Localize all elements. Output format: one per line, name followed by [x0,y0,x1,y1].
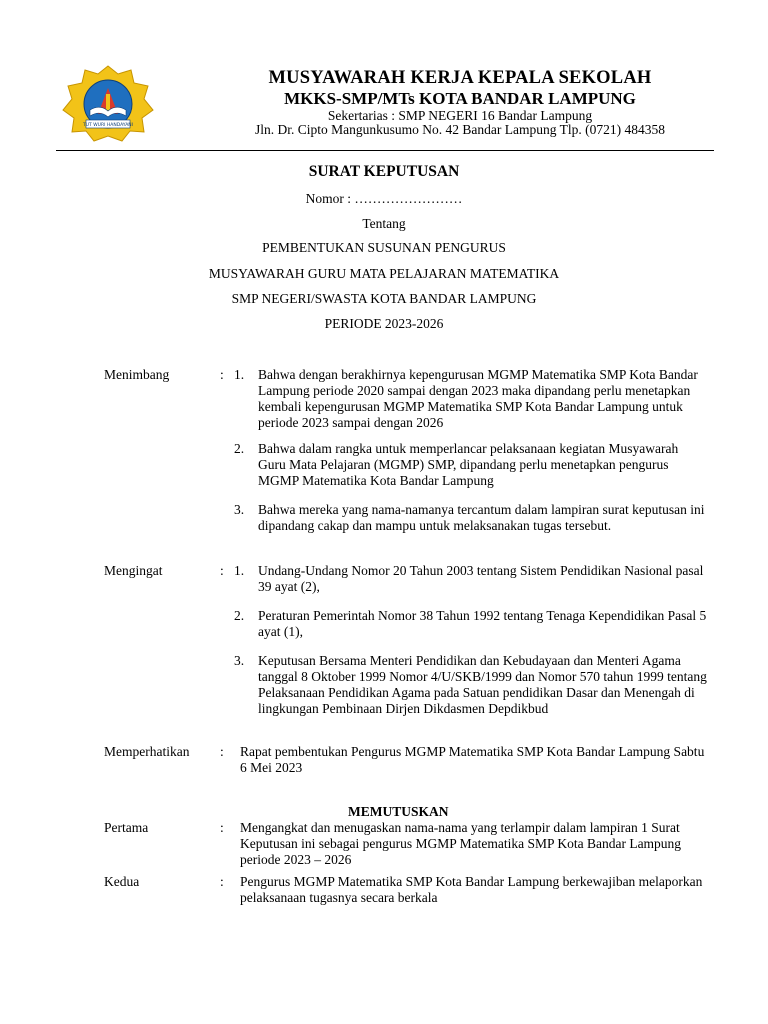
list-number: 2. [234,608,245,623]
decision-heading: MEMUTUSKAN [348,804,449,819]
document-period: PERIODE 2023-2026 [324,316,444,331]
document-number: Nomor : …………………… [305,191,463,206]
menimbang-item: Bahwa dalam rangka untuk memperlancar pelaksanaan kegiatan Musyawarah Guru Mata Pelajaran (MGMP) SMP, dipandang perlu menetapkan pengurus MGMP Matematika Kota Bandar Lampung [258,441,679,488]
svg-text:TUT WURI HANDAYANI: TUT WURI HANDAYANI [83,123,133,128]
menimbang-label: Menimbang [104,367,170,382]
mengingat-label: Mengingat [104,563,163,578]
list-number: 3. [234,653,245,668]
document-subject-line: SMP NEGERI/SWASTA KOTA BANDAR LAMPUNG [231,291,537,306]
document-subject-line: PEMBENTUKAN SUSUNAN PENGURUS [262,240,506,255]
org-subtitle: MKKS-SMP/MTs KOTA BANDAR LAMPUNG [284,89,636,108]
document-about-label: Tentang [362,216,406,231]
list-number: 1. [234,367,245,382]
document-title: SURAT KEPUTUSAN [308,163,460,180]
list-number: 2. [234,441,245,456]
list-number: 1. [234,563,245,578]
kedua-text: Pengurus MGMP Matematika SMP Kota Bandar Lampung berkewajiban melaporkan pelaksanaan tugasnya secara berkala [240,874,703,905]
org-title: MUSYAWARAH KERJA KEPALA SEKOLAH [268,68,652,88]
mengingat-item: Peraturan Pemerintah Nomor 38 Tahun 1992 tentang Tenaga Kependidikan Pasal 5 ayat (1), [258,608,707,639]
pertama-label: Pertama [104,820,149,835]
kedua-label: Kedua [104,874,140,889]
mengingat-item: Keputusan Bersama Menteri Pendidikan dan Kebudayaan dan Menteri Agama tanggal 8 Oktober 1999 Nomor 4/U/SKB/1999 dan Nomor 570 tahun 1999 tentang Pelaksanaan Pendidikan Agama pada Satuan pendidikan Dasar dan Menengah di lingkungan Pembinaan Dirjen Dikdasmen Depdikbud [258,653,707,716]
pertama-text: Mengangkat dan menugaskan nama-nama yang terlampir dalam lampiran 1 Surat Keputusan ini sebagai pengurus MGMP Matematika SMP Kota Bandar Lampung periode 2023 – 2026 [240,820,682,867]
header-divider [56,150,714,151]
mengingat-item: Undang-Undang Nomor 20 Tahun 2003 tentang Sistem Pendidikan Nasional pasal 39 ayat (2), [258,563,704,594]
tut-wuri-handayani-logo [60,64,156,142]
org-address: Jln. Dr. Cipto Mangunkusumo No. 42 Bandar Lampung Tlp. (0721) 484358 [255,122,665,137]
document-subject-line: MUSYAWARAH GURU MATA PELAJARAN MATEMATIKA [208,266,560,281]
section-colon: : [220,744,224,759]
section-colon: : [220,820,224,835]
list-number: 3. [234,502,245,517]
menimbang-item: Bahwa mereka yang nama-namanya tercantum dalam lampiran surat keputusan ini dipandang cakap dan mampu untuk melaksanakan tugas tersebut. [258,502,705,533]
org-secretariat: Sekertarias : SMP NEGERI 16 Bandar Lampung [327,108,593,123]
memperhatikan-label: Memperhatikan [104,744,190,759]
section-colon: : [220,367,224,382]
memperhatikan-text: Rapat pembentukan Pengurus MGMP Matematika SMP Kota Bandar Lampung Sabtu 6 Mei 2023 [240,744,705,775]
section-colon: : [220,563,224,578]
section-colon: : [220,874,224,889]
menimbang-item: Bahwa dengan berakhirnya kepengurusan MGMP Matematika SMP Kota Bandar Lampung periode 2020 sampai dengan 2023 maka dipandang perlu menetapkan kembali kepengurusan MGMP Matematika SMP Kota Bandar Lampung untuk periode 2023 sampai dengan 2026 [258,367,698,430]
